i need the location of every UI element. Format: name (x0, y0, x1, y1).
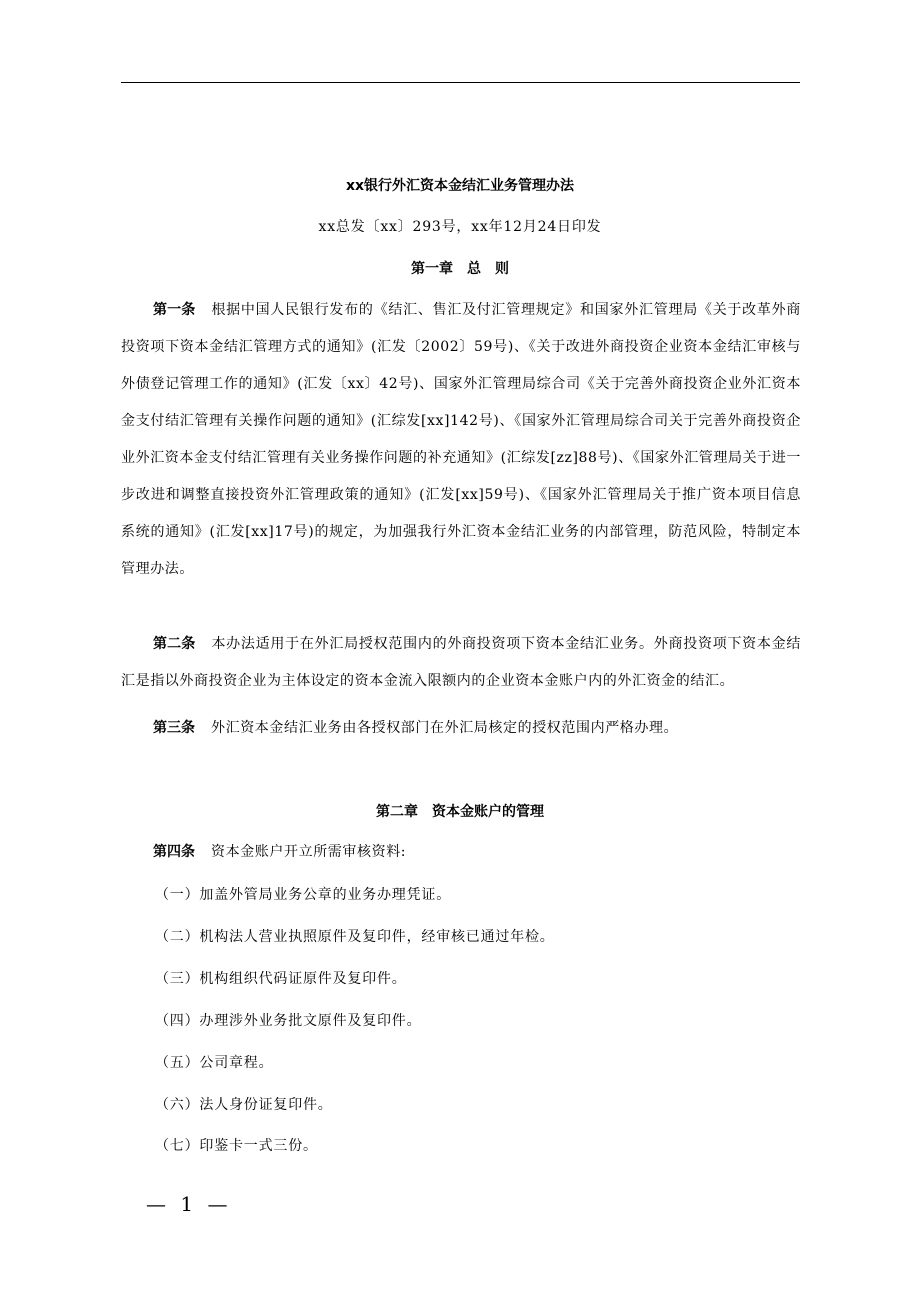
document-subtitle: xx总发〔xx〕293号，xx年12月24日印发 (318, 219, 602, 235)
article-1-text: 根据中国人民银行发布的《结汇、售汇及付汇管理规定》和国家外汇管理局《关于改革外商投资项下资本金结汇管理方式的通知》(汇发〔2002〕59号)、《关于改进外商投资企业资本金结汇审核与外债登记管理工作的通知》(汇发〔xx〕42号)、国家外汇管理局综合司《关于完善外商投资企业外汇资本金支付结汇管理有关操作问题的通知》(汇综发[xx]142号)、《国家外汇管理局综合司关于完善外商投资企业外汇资本金支付结汇管理有关业务操作问题的补充通知》(汇综发[zz]88号)、《国家外汇管理局关于进一步改进和调整直接投资外汇管理政策的通知》(汇发[xx]59号)、《国家外汇管理局关于推广资本项目信息系统的通知》(汇发[xx]17号)的规定，为加强我行外汇资本金结汇业务的内部管理，防范风险，特制定本管理办法。 (121, 302, 802, 577)
article-4 (121, 834, 801, 871)
list-item-3: （三）机构组织代码证原件及复印件。 (155, 971, 407, 987)
article-4-text: 资本金账户开立所需审核资料: (211, 844, 407, 860)
list-item-7: （七）印鉴卡一式三份。 (155, 1138, 318, 1154)
list-item-2: （二）机构法人营业执照原件及复印件，经审核已通过年检。 (155, 929, 555, 945)
header-rule (121, 82, 800, 83)
article-2-label: 第二条 (153, 636, 196, 652)
list-item-1: （一）加盖外管局业务公章的业务办理凭证。 (155, 887, 451, 903)
article-2-text: 本办法适用于在外汇局授权范围内的外商投资项下资本金结汇业务。外商投资项下资本金结汇是指以外商投资企业为主体设定的资本金流入限额内的企业资本金账户内的外汇资金的结汇。 (121, 636, 802, 689)
chapter-2-title: 第二章 资本金账户的管理 (376, 804, 544, 820)
article-2 (121, 626, 801, 700)
article-3 (121, 710, 801, 747)
list-item-6: （六）法人身份证复印件。 (155, 1097, 333, 1113)
article-1-label: 第一条 (153, 302, 196, 318)
list-item-4: （四）办理涉外业务批文原件及复印件。 (155, 1013, 422, 1029)
page-number: — 1 — (146, 1192, 232, 1216)
article-1 (121, 292, 801, 588)
article-3-text: 外汇资本金结汇业务由各授权部门在外汇局核定的授权范围内严格办理。 (211, 720, 679, 736)
chapter-1-title: 第一章 总 则 (411, 261, 509, 277)
article-4-label: 第四条 (153, 844, 195, 860)
article-3-label: 第三条 (153, 720, 195, 736)
document-title: xx银行外汇资本金结汇业务管理办法 (345, 178, 575, 194)
list-item-5: （五）公司章程。 (155, 1055, 274, 1071)
